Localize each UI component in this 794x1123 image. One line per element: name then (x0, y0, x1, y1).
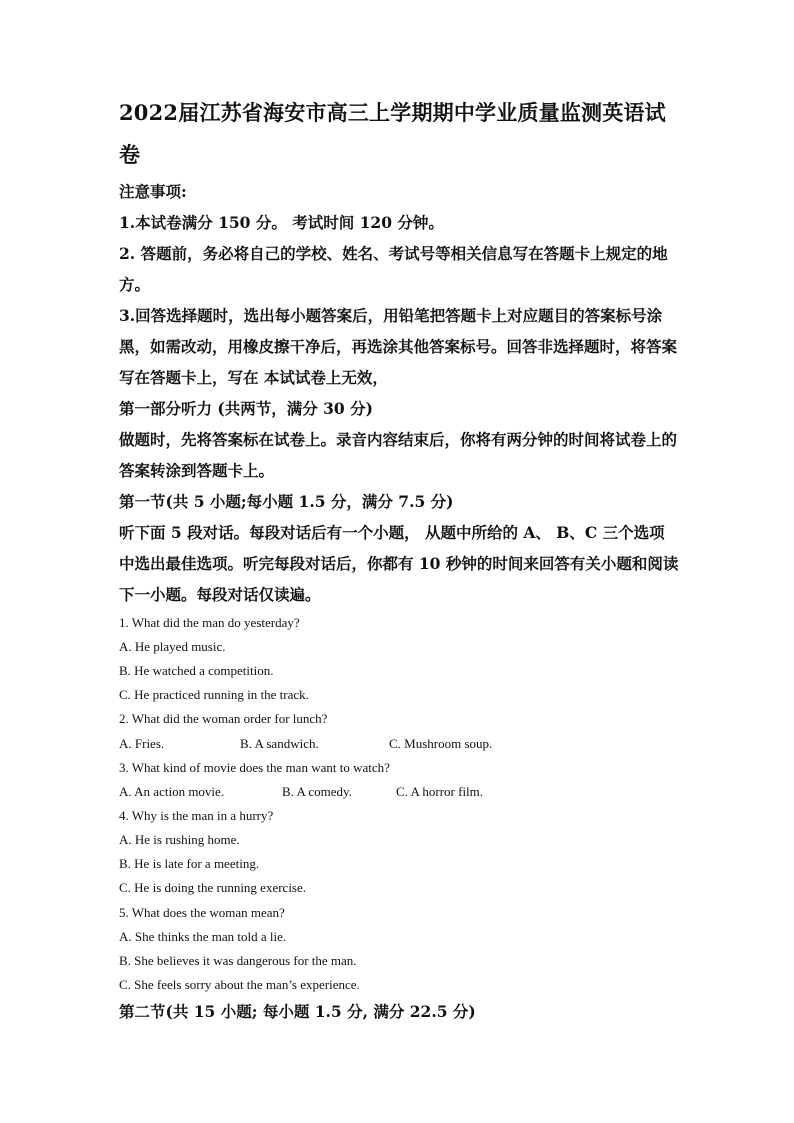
question-option: B. He watched a competition. (119, 663, 274, 678)
question-stem: 2. What did the woman order for lunch? (119, 711, 328, 726)
question-option: B. A sandwich. (240, 736, 319, 751)
notes-heading: 注意事项: (119, 182, 187, 201)
question-stem: 3. What kind of movie does the man want to watch? (119, 760, 390, 775)
note-item: 2. 答题前，务必将自己的学校、姓名、考试号等相关信息写在答题卡上规定的地方。 (119, 244, 668, 294)
question-option: A. He is rushing home. (119, 832, 240, 847)
part1-instructions: 做题时，先将答案标在试卷上。录音内容结束后，你将有两分钟的时间将试卷上的答案转涂到答题卡上。 (119, 430, 678, 480)
section1-instructions: 听下面 5 段对话。每段对话后有一个小题， 从题中所给的 A、 B、C 三个选项中选出最佳选项。听完每段对话后，你都有 10 秒钟的时间来回答有关小题和阅读下一小题。每段对话仅读遍。 (119, 523, 679, 604)
question-option: C. A horror film. (396, 784, 484, 799)
question-option: C. She feels sorry about the man’s experience. (119, 977, 360, 992)
note-item: 3.回答选择题时，选出每小题答案后，用铅笔把答题卡上对应题目的答案标号涂黑，如需改动，用橡皮擦干净后，再选涂其他答案标号。回答非选择题时，将答案写在答题卡上，写在 本试试卷上无效， (119, 306, 678, 387)
question-option: A. An action movie. (119, 784, 225, 799)
section2-heading: 第二节(共 15 小题; 每小题 1.5 分, 满分 22.5 分) (119, 1002, 476, 1021)
question-option: A. Fries. (119, 736, 165, 751)
section1-heading: 第一节(共 5 小题;每小题 1.5 分，满分 7.5 分) (119, 492, 454, 511)
page-title: 2022届江苏省海安市高三上学期期中学业质量监测英语试卷 (119, 100, 666, 167)
question-option: A. She thinks the man told a lie. (119, 929, 287, 944)
part1-heading: 第一部分听力 (共两节，满分 30 分) (119, 399, 373, 418)
question-option: C. He is doing the running exercise. (119, 880, 307, 895)
question-option: C. He practiced running in the track. (119, 687, 309, 702)
note-item: 1.本试卷满分 150 分。 考试时间 120 分钟。 (119, 213, 444, 232)
question-option: B. She believes it was dangerous for the man. (119, 953, 357, 968)
question-option: A. He played music. (119, 639, 226, 654)
question-option: B. A comedy. (282, 784, 352, 799)
question-stem: 5. What does the woman mean? (119, 905, 285, 920)
question-option: C. Mushroom soup. (389, 736, 493, 751)
question-stem: 4. Why is the man in a hurry? (119, 808, 274, 823)
question-option: B. He is late for a meeting. (119, 856, 260, 871)
question-stem: 1. What did the man do yesterday? (119, 615, 300, 630)
